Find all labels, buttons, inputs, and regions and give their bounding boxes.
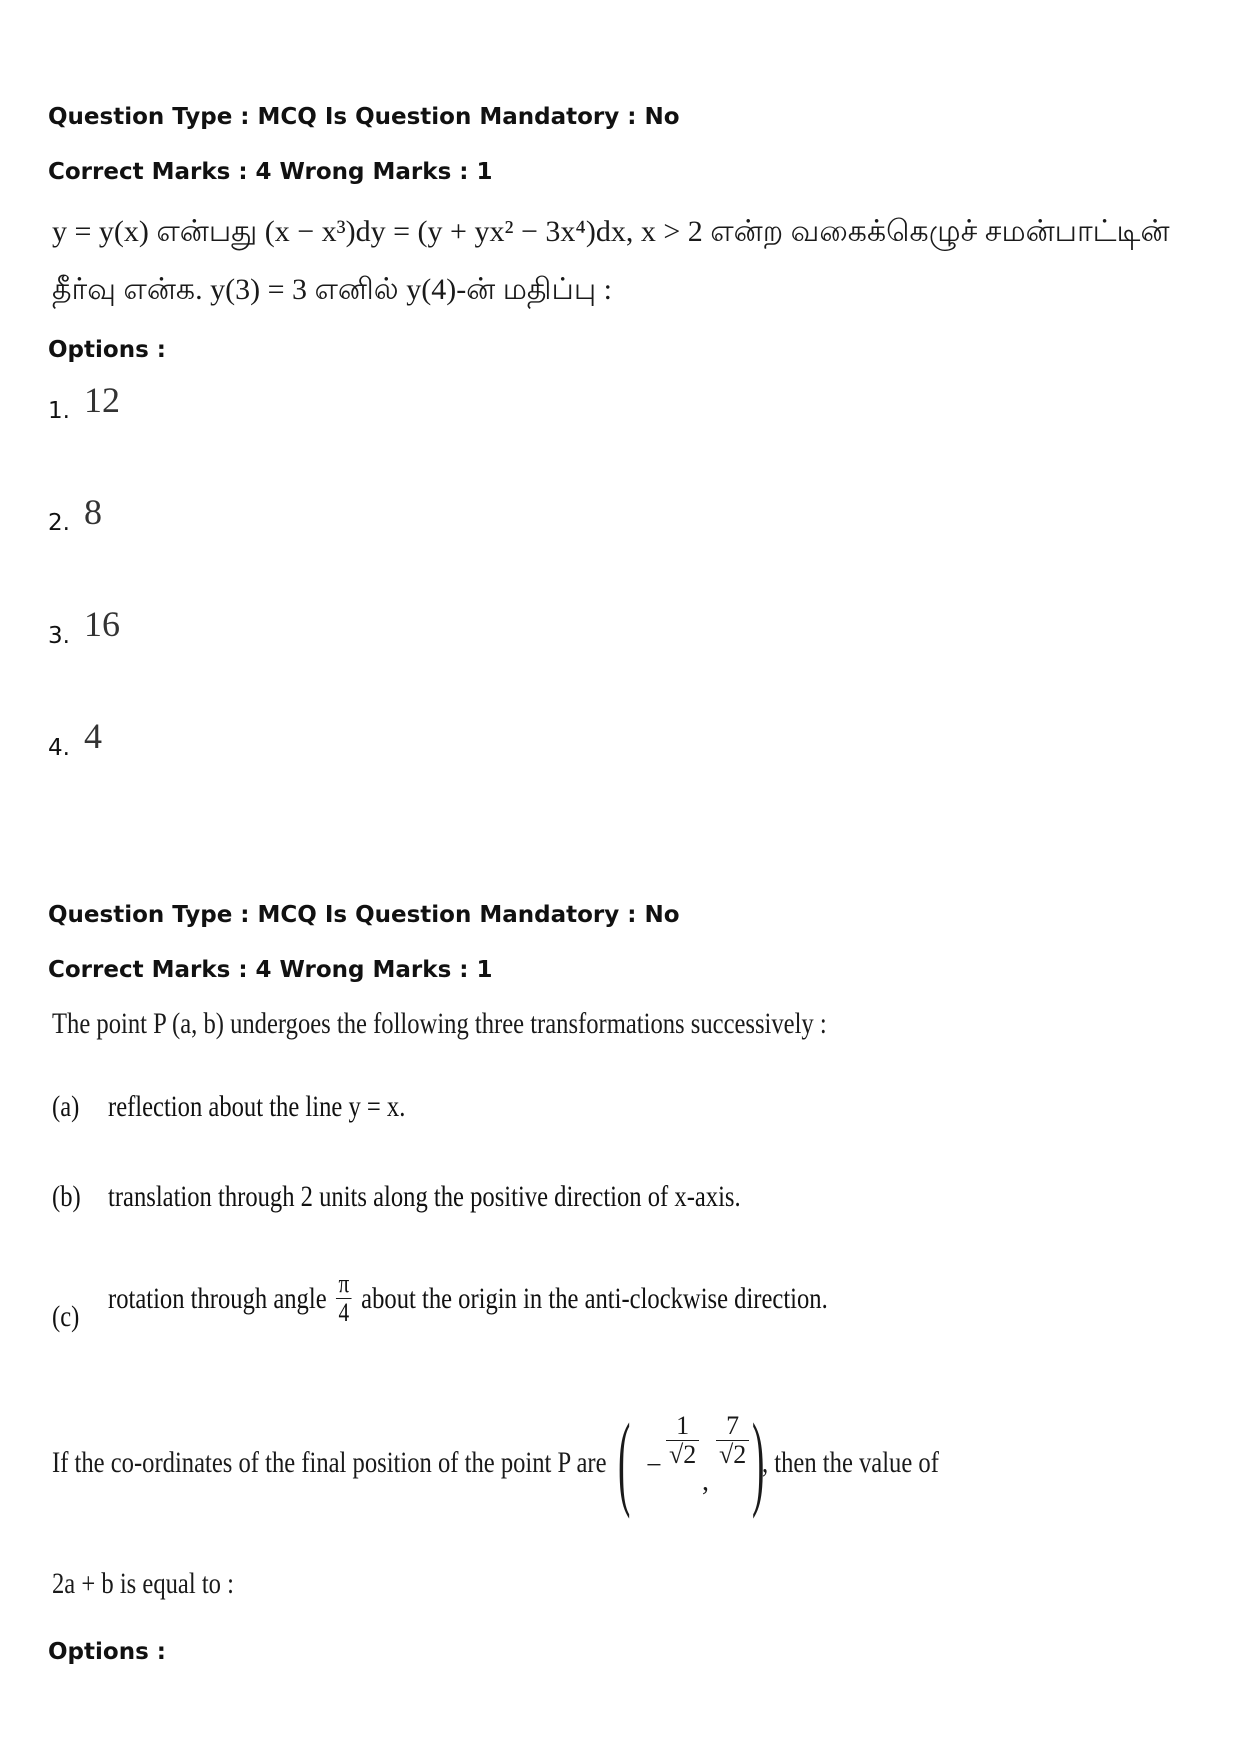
question-type-line: Question Type : MCQ Is Question Mandatory : No (48, 902, 680, 928)
pi-over-4-fraction (336, 1270, 352, 1327)
right-paren: ) (752, 1402, 765, 1519)
question-text-line2: தீர்வு என்க. y(3) = 3 எனில் y(4)-ன் மதிப்பு : (52, 273, 612, 306)
coord-minus: − (646, 1450, 662, 1481)
item-text-a: reflection about the line y = x. (108, 1090, 406, 1123)
final-position-after: , then the value of (762, 1446, 939, 1479)
item-label-c: (c) (52, 1300, 80, 1333)
question-ask: 2a + b is equal to : (52, 1567, 234, 1600)
coord2-num: 7 (716, 1412, 749, 1441)
item-label-a: (a) (52, 1090, 80, 1123)
option-number: 1. (48, 398, 70, 424)
coord1-fraction (662, 1412, 703, 1469)
coord2-den: √2 (719, 1440, 747, 1469)
options-label: Options : (48, 337, 166, 363)
question-type-line: Question Type : MCQ Is Question Mandatory : No (48, 104, 680, 130)
options-label: Options : (48, 1639, 166, 1665)
coord1-den: √2 (669, 1440, 697, 1469)
coord2-fraction (712, 1412, 753, 1469)
marks-line: Correct Marks : 4 Wrong Marks : 1 (48, 957, 493, 983)
option-value: 16 (84, 604, 120, 644)
item-text-b: translation through 2 units along the positive direction of x-axis. (108, 1180, 741, 1213)
coord1-num: 1 (666, 1412, 699, 1441)
item-text-c (108, 1270, 828, 1327)
marks-line: Correct Marks : 4 Wrong Marks : 1 (48, 159, 493, 185)
left-paren: ( (618, 1402, 631, 1519)
option-number: 2. (48, 510, 70, 536)
final-position-text: If the co-ordinates of the final position of the point P are (52, 1446, 607, 1479)
option-value: 8 (84, 492, 102, 532)
option-value: 4 (84, 716, 102, 756)
item-label-b: (b) (52, 1180, 81, 1213)
question-text-line1: y = y(x) என்பது (x − x³)dy = (y + yx² − 3x⁴)dx, x > 2 என்ற வகைக்கெழுச் சமன்பாட்டின் (52, 215, 1170, 248)
frac-den: 4 (338, 1298, 350, 1327)
coord-comma: , (702, 1466, 709, 1497)
frac-num: π (336, 1270, 352, 1299)
question-intro: The point P (a, b) undergoes the following three transformations successively : (52, 1007, 827, 1040)
item-c-after: about the origin in the anti-clockwise direction. (361, 1281, 828, 1315)
option-number: 4. (48, 735, 70, 761)
option-number: 3. (48, 623, 70, 649)
option-value: 12 (84, 380, 120, 420)
item-c-before: rotation through angle (108, 1281, 327, 1315)
